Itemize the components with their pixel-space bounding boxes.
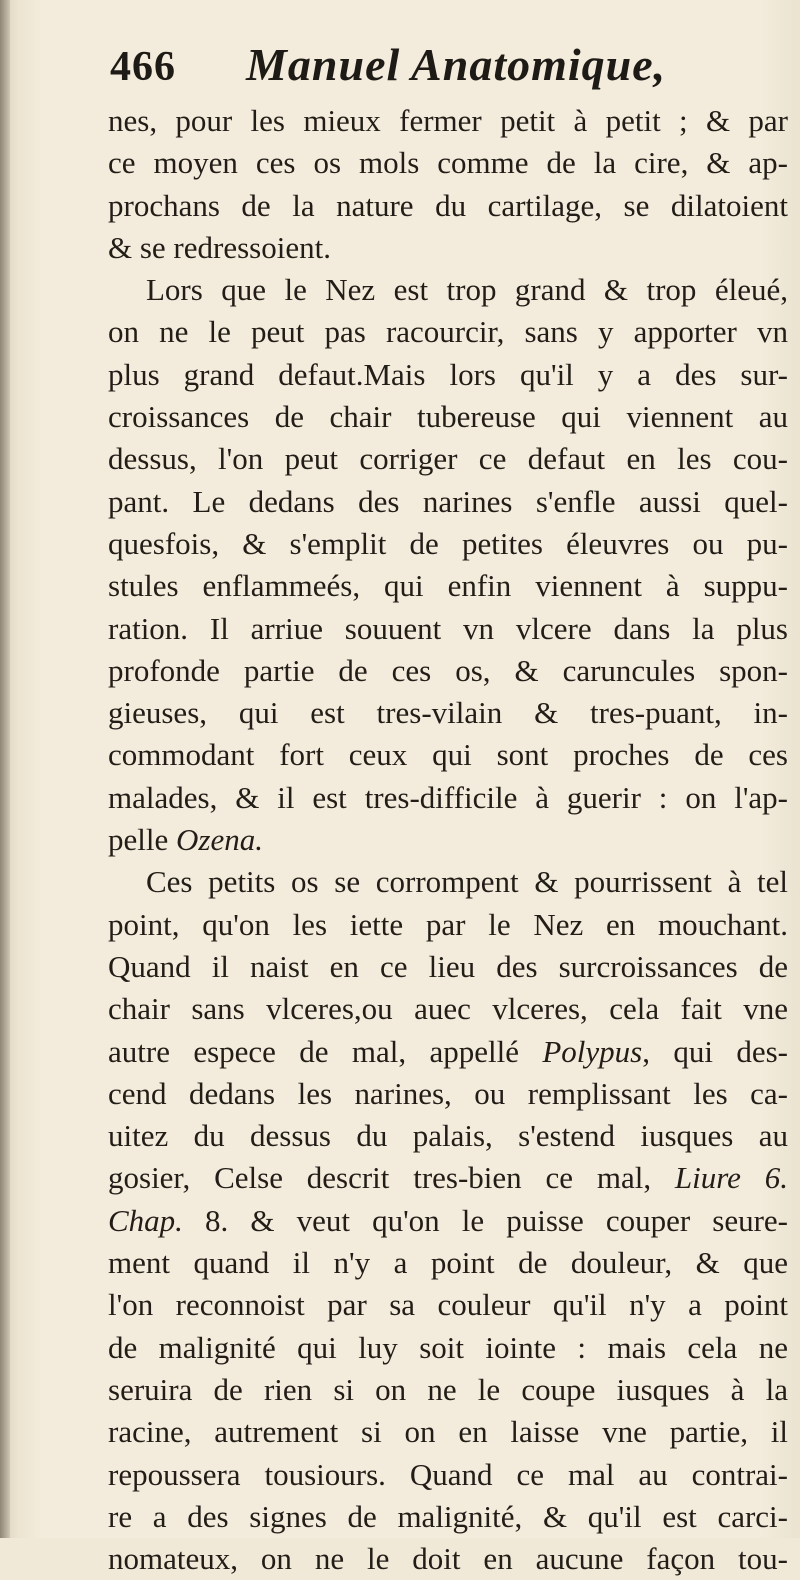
text-line: Chap. 8. & veut qu'on le puisse couper seure- [108, 1202, 788, 1238]
text-line: Quand il naist en ce lieu des surcroissances de [108, 948, 788, 984]
text-line: & se redressoient. [108, 229, 331, 265]
text-line: plus grand defaut.Mais lors qu'il y a des sur- [108, 356, 788, 392]
italic-term: Polypus [542, 1033, 643, 1069]
text-line: quesfois, & s'emplit de petites éleuvres ou pu- [108, 525, 788, 561]
text-line: on ne le peut pas racourcir, sans y apporter vn [108, 314, 788, 350]
text-line: croissances de chair tubereuse qui viennent au [108, 399, 788, 435]
text-line: chair sans vlceres,ou auec vlceres, cela fait vne [108, 991, 788, 1027]
text-line: Ces petits os se corrompent & pourrissent à tel [146, 864, 788, 900]
page-number: 466 [110, 44, 176, 90]
text-line: repoussera tousiours. Quand ce mal au contrai- [108, 1456, 788, 1492]
text-line: cend dedans les narines, ou remplissant les ca- [108, 1075, 788, 1111]
text-line: malades, & il est tres-difficile à guerir : on l'ap- [108, 779, 788, 815]
text-line: gieuses, qui est tres-vilain & tres-puant, in- [108, 695, 788, 731]
text-line: pelle Ozena. [108, 822, 263, 858]
text-line: nomateux, on ne le doit en aucune façon tou- [108, 1541, 788, 1577]
italic-reference: Liure 6. [674, 1160, 789, 1196]
text-line: autre espece de mal, appellé Polypus, qui des- [108, 1033, 788, 1069]
text-line: ce moyen ces os mols comme de la cire, & ap- [108, 145, 788, 181]
text-line: profonde partie de ces os, & caruncules spon- [108, 652, 788, 688]
text-line: ration. Il arriue souuent vn vlcere dans la plus [108, 610, 788, 646]
text-line: racine, autrement si on en laisse vne partie, il [108, 1414, 788, 1450]
text-line: l'on reconnoist par sa couleur qu'il n'y a point [108, 1287, 788, 1323]
text-line: stules enflammeés, qui enfin viennent à suppu- [108, 568, 788, 604]
text-line: re a des signes de malignité, & qu'il est carci- [108, 1498, 788, 1534]
italic-term: Ozena. [176, 822, 263, 858]
text-line: de malignité qui luy soit iointe : mais cela ne [108, 1329, 788, 1365]
text-line: nes, pour les mieux fermer petit à petit ; & par [108, 103, 788, 138]
text-line: prochans de la nature du cartilage, se dilatoient [108, 187, 788, 223]
text-line: uitez du dessus du palais, s'estend iusques au [108, 1118, 788, 1154]
page-gutter [0, 0, 10, 1538]
body-text [108, 100, 788, 1580]
running-title: Manuel Anatomique, [246, 39, 667, 90]
text-line: pant. Le dedans des narines s'enfle aussi quel- [108, 483, 788, 519]
text-line: ment quand il n'y a point de douleur, & que [108, 1245, 788, 1281]
text-line: dessus, l'on peut corriger ce defaut en les cou- [108, 441, 788, 477]
italic-reference: Chap. [108, 1202, 183, 1238]
text-line: point, qu'on les iette par le Nez en mouchant. [108, 906, 788, 942]
page-header [110, 38, 790, 108]
text-line: gosier, Celse descrit tres-bien ce mal, Liure 6. [108, 1160, 789, 1196]
text-line: seruira de rien si on ne le coupe iusques à la [108, 1371, 788, 1407]
text-line: Lors que le Nez est trop grand & trop éleué, [146, 272, 788, 308]
text-line: commodant fort ceux qui sont proches de ces [108, 737, 788, 773]
